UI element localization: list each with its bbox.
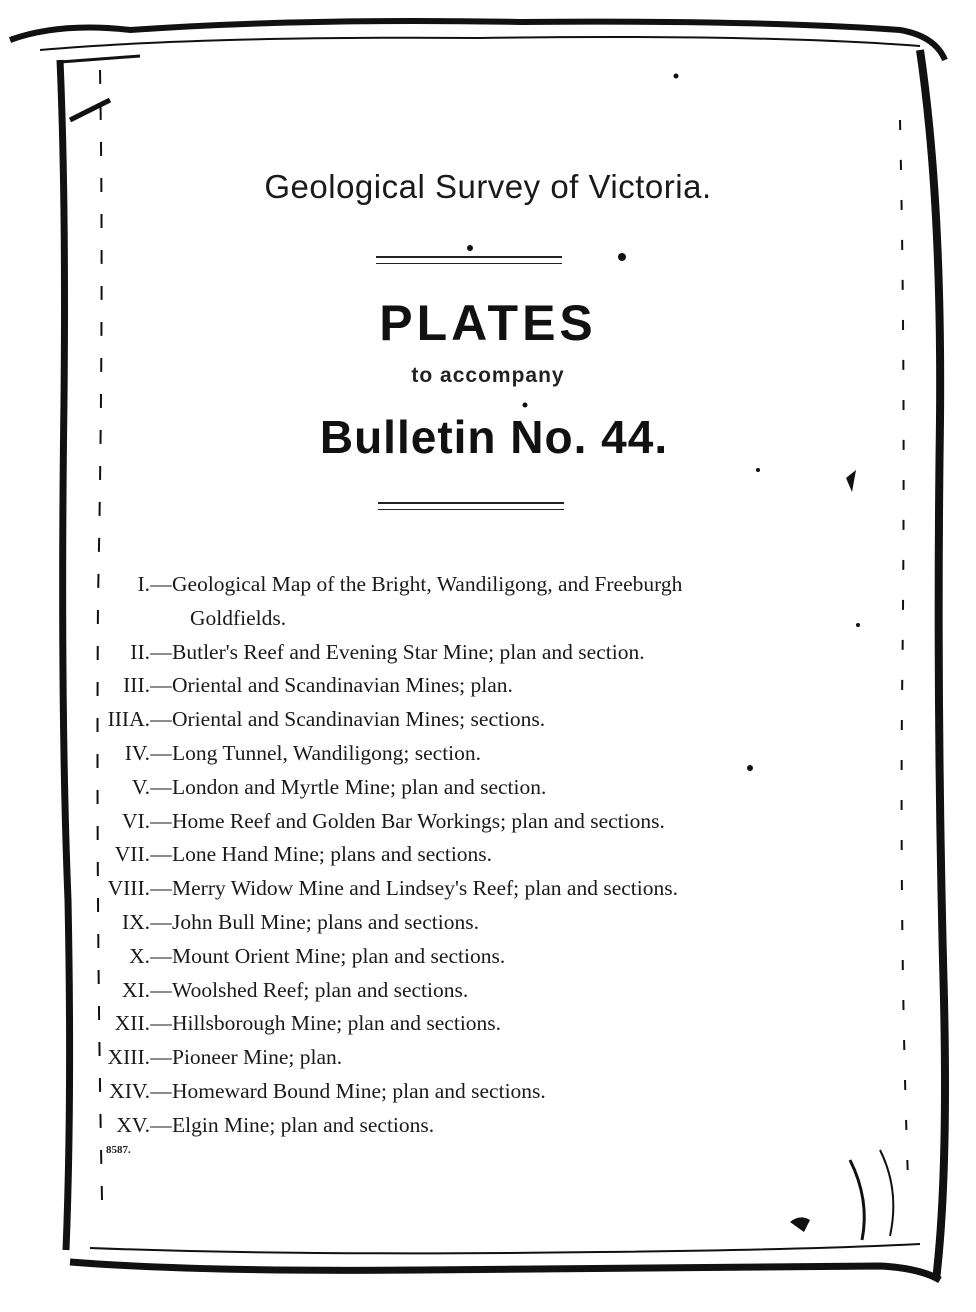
dash: —: [150, 977, 172, 1002]
plate-number: IIIA.: [107, 707, 150, 732]
plate-entry: [80, 703, 880, 737]
plate-number: I.: [137, 572, 150, 596]
plate-number: V.: [131, 774, 150, 799]
plate-description: [172, 568, 880, 636]
plate-number: II.: [130, 639, 150, 664]
dash: —: [150, 1078, 172, 1103]
plate-description: Merry Widow Mine and Lindsey's Reef; plan and sections.: [172, 876, 678, 901]
plate-number: III.: [123, 673, 150, 698]
dash: —: [150, 740, 172, 765]
dash: —: [150, 673, 172, 698]
plate-description: Oriental and Scandinavian Mines; plan.: [172, 673, 513, 698]
plate-entry: [80, 1041, 880, 1075]
print-number: 8587.: [106, 1144, 131, 1156]
double-rule-top: [376, 256, 562, 264]
plate-description: Woolshed Reef; plan and sections.: [172, 977, 469, 1002]
plate-entry: [80, 771, 880, 805]
dash: —: [150, 707, 172, 732]
accompany-subheading: to accompany: [411, 364, 565, 387]
dash: —: [150, 1045, 172, 1070]
plate-description: Elgin Mine; plan and sections.: [172, 1112, 435, 1137]
double-rule-bottom: [378, 502, 564, 510]
dash: —: [150, 774, 172, 799]
plate-description-line: Geological Map of the Bright, Wandiligong, and Freeburgh: [172, 572, 683, 596]
plate-number: IV.: [124, 740, 150, 765]
plate-entry: [80, 1109, 880, 1143]
plate-number: XI.: [121, 977, 150, 1002]
plate-description-continuation: Goldfields.: [190, 605, 287, 630]
plate-description: Hillsborough Mine; plan and sections.: [172, 1011, 502, 1036]
plate-description: Mount Orient Mine; plan and sections.: [172, 943, 506, 968]
plate-number: X.: [129, 943, 150, 968]
dash: —: [150, 943, 172, 968]
dash: —: [150, 808, 172, 833]
plate-entry: [80, 1007, 880, 1041]
plate-number: VIII.: [107, 876, 150, 901]
plates-list: [80, 568, 880, 1143]
plate-number: XV.: [116, 1112, 150, 1137]
plate-entry: [80, 1075, 880, 1109]
plate-description: Long Tunnel, Wandiligong; section.: [172, 740, 482, 765]
plate-number: IX.: [121, 909, 150, 934]
plate-entry: [80, 636, 880, 670]
plate-number: VII.: [114, 842, 150, 867]
plate-entry: [80, 737, 880, 771]
plate-number: VI.: [121, 808, 150, 833]
plate-number: XIV.: [109, 1078, 150, 1103]
plate-description: Lone Hand Mine; plans and sections.: [172, 842, 493, 867]
plate-description: Homeward Bound Mine; plan and sections.: [172, 1078, 546, 1103]
dash: —: [150, 876, 172, 901]
plate-description: Butler's Reef and Evening Star Mine; plan and section.: [172, 639, 645, 664]
plate-entry: [80, 669, 880, 703]
plate-description: John Bull Mine; plans and sections.: [172, 909, 479, 934]
dash: —: [150, 909, 172, 934]
bulletin-heading: Bulletin No. 44.: [319, 411, 669, 463]
dash: —: [150, 1112, 172, 1137]
plate-entry: [80, 838, 880, 872]
plate-entry: [80, 872, 880, 906]
plate-number: XIII.: [107, 1045, 150, 1070]
plate-number: XII.: [114, 1011, 150, 1036]
plate-entry: [80, 568, 880, 636]
survey-title: Geological Survey of Victoria.: [264, 168, 712, 205]
plate-description: Oriental and Scandinavian Mines; sections.: [172, 707, 546, 732]
plate-description: Home Reef and Golden Bar Workings; plan and sections.: [172, 808, 665, 833]
dash: —: [150, 1011, 172, 1036]
dash: —: [150, 639, 172, 664]
plate-description: London and Myrtle Mine; plan and section.: [172, 774, 547, 799]
plates-heading: PLATES: [379, 295, 597, 351]
dash: —: [150, 842, 172, 867]
dash: —: [150, 572, 172, 596]
plate-entry: [80, 940, 880, 974]
plate-description: Pioneer Mine; plan.: [172, 1045, 343, 1070]
plate-entry: [80, 906, 880, 940]
plate-entry: [80, 974, 880, 1008]
plate-entry: [80, 805, 880, 839]
